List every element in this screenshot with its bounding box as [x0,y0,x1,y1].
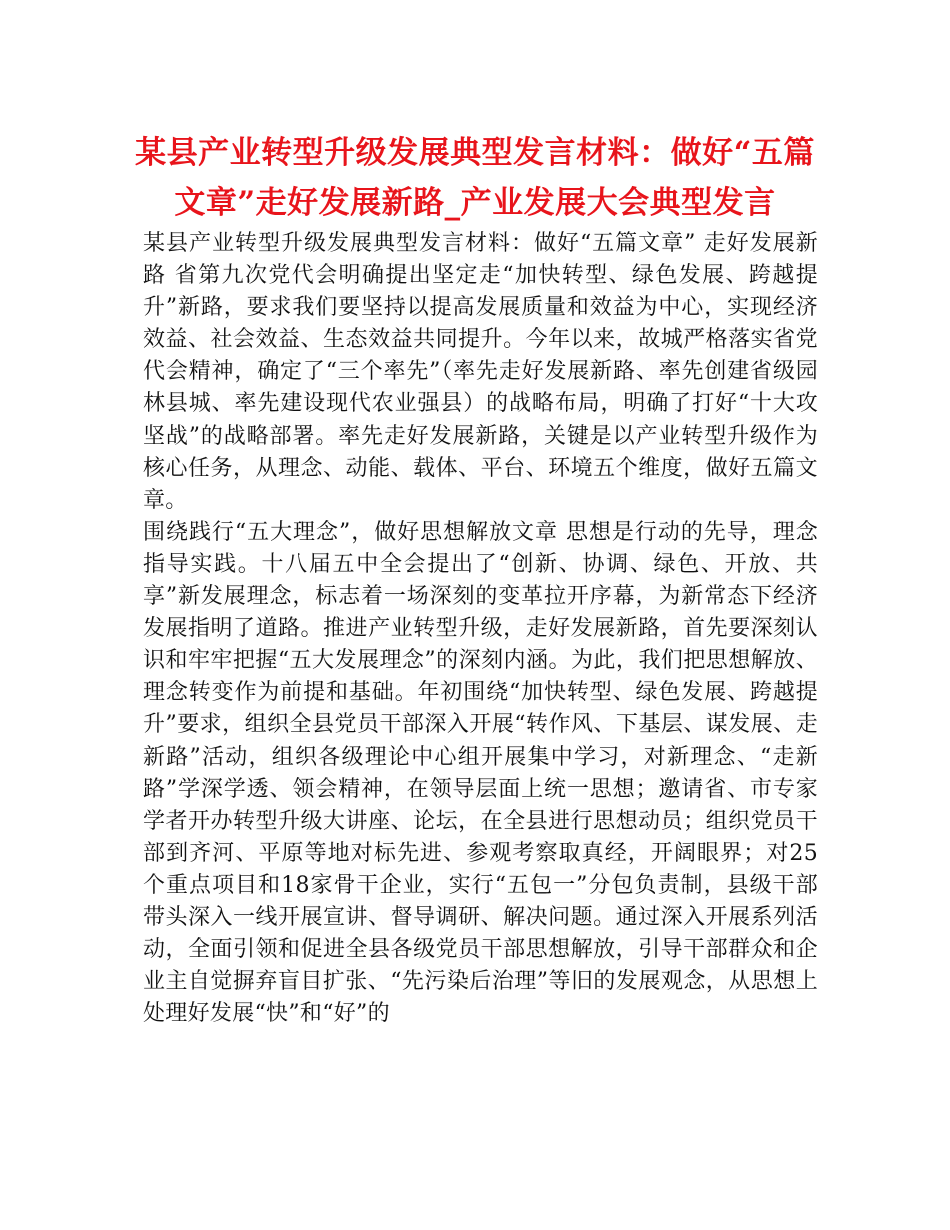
document-title: 某县产业转型升级发展典型发言材料：做好“五篇文章”走好发展新路_产业发展大会典型发言 [135,135,815,221]
body-paragraph: 某县产业转型升级发展典型发言材料：做好“五篇文章” 走好发展新路 省第九次党代会明确提出坚定走“加快转型、绿色发展、跨越提升”新路，要求我们要坚持以提高发展质量和效益为中心，实现经济效益、社会效益、生态效益共同提升。今年以来，故城严格落实省党代会精神，确定了“三个率先”（率先走好发展新路、率先创建省级园林县城、率先建设现代农业强县）的战略布局，明确了打好“十大攻坚战”的战略部署。率先走好发展新路，关键是以产业转型升级作为核心任务，从理念、动能、载体、平台、环境五个维度，做好五篇文章。 [143,231,818,513]
document-body [143,228,818,1030]
body-paragraph: 围绕践行“五大理念”，做好思想解放文章 思想是行动的先导，理念指导实践。十八届五中全会提出了“创新、协调、绿色、开放、共享”新发展理念，标志着一场深刻的变革拉开序幕，为新常态下经济发展指明了道路。推进产业转型升级，走好发展新路，首先要深刻认识和牢牢把握“五大发展理念”的深刻内涵。为此，我们把思想解放、理念转变作为前提和基础。年初围绕“加快转型、绿色发展、跨越提升”要求，组织全县党员干部深入开展“转作风、下基层、谋发展、走新路”活动，组织各级理论中心组开展集中学习，对新理念、“走新路”学深学透、领会精神，在领导层面上统一思想；邀请省、市专家学者开办转型升级大讲座、论坛，在全县进行思想动员；组织党员干部到齐河、平原等地对标先进、参观考察取真经，开阔眼界；对25个重点项目和18家骨干企业，实行“五包一”分包负责制，县级干部带头深入一线开展宣讲、督导调研、解决问题。通过深入开展系列活动，全面引领和促进全县各级党员干部思想解放，引导干部群众和企业主自觉摒弃盲目扩张、“先污染后治理”等旧的发展观念，从思想上处理好发展“快”和“好”的 [143,519,818,1027]
